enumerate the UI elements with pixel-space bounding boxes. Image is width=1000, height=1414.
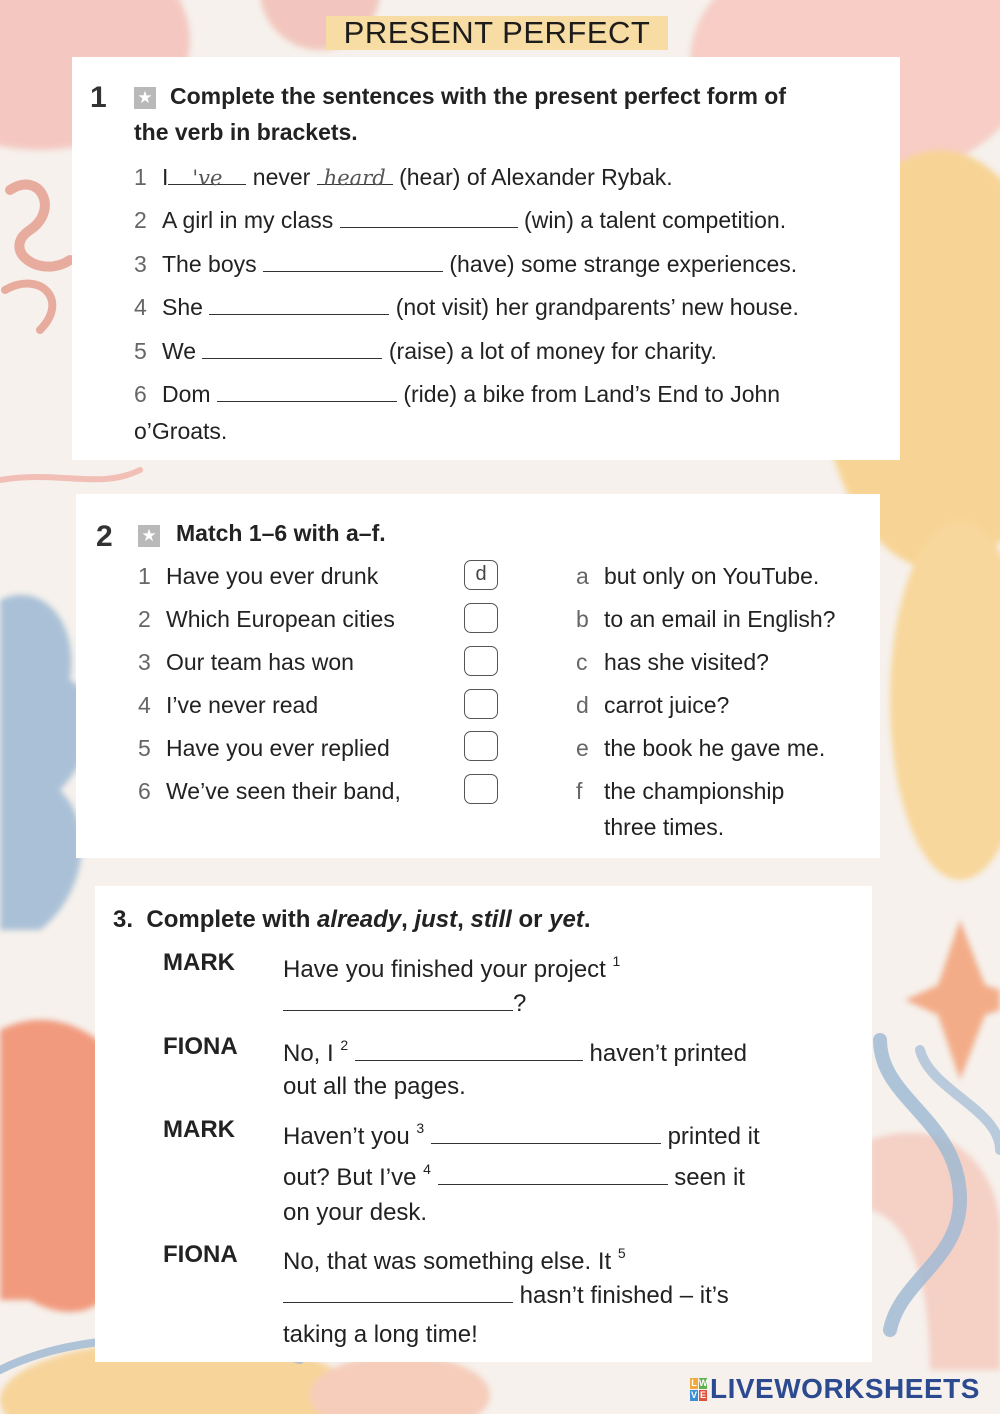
answer-field-4[interactable] — [438, 1162, 668, 1185]
option-f-cont: three times. — [604, 814, 725, 840]
star-icon: ★ — [138, 525, 160, 547]
speaker-fiona: FIONA — [163, 1033, 238, 1060]
sentence-4 — [134, 292, 799, 322]
item-number: 4 — [138, 692, 151, 718]
dialogue-line — [283, 948, 620, 985]
answer-field[interactable] — [263, 249, 443, 272]
answer-box-4[interactable] — [464, 689, 498, 719]
item-text: Have you ever replied — [166, 735, 390, 761]
option-letter: a — [576, 563, 589, 589]
dialogue-line — [283, 1240, 626, 1277]
answer-field[interactable] — [340, 205, 518, 228]
instruction-text: Complete with — [146, 906, 311, 933]
logo-mark-letter: V — [690, 1390, 697, 1400]
logo-mark-letter: E — [699, 1390, 706, 1400]
option-d: carrot juice? — [604, 692, 730, 718]
option-a: but only on YouTube. — [604, 563, 820, 589]
dialogue-text: out? But I’ve — [283, 1164, 417, 1191]
logo-text: LIVEWORKSHEETS — [710, 1373, 980, 1404]
exercise-number: 1 — [90, 81, 107, 114]
match-left-6 — [138, 776, 401, 806]
item-number: 4 — [134, 294, 147, 320]
option-letter: b — [576, 606, 589, 632]
answer-field-3[interactable] — [431, 1121, 661, 1144]
item-number: 3 — [134, 251, 147, 277]
dialogue-text: printed it — [667, 1123, 760, 1150]
punctuation: . — [583, 906, 591, 933]
gap-number: 1 — [612, 953, 621, 969]
page-title: PRESENT PERFECT — [326, 16, 668, 50]
sentence-6-cont: o’Groats. — [134, 418, 228, 444]
item-text: We’ve seen their band, — [166, 778, 401, 804]
word-still: still — [470, 906, 512, 933]
sentence-1 — [134, 162, 673, 192]
item-number: 5 — [138, 735, 151, 761]
dialogue-line — [283, 1156, 745, 1193]
exercise-1-card — [72, 57, 900, 460]
match-left-5 — [138, 733, 390, 763]
word-yet: yet — [549, 906, 584, 933]
item-number: 6 — [138, 778, 151, 804]
sentence-text: Dom — [162, 381, 211, 407]
dialogue-line: out all the pages. — [283, 1073, 466, 1100]
answer-field[interactable] — [217, 379, 397, 402]
exercise-number: 3. — [113, 906, 134, 933]
punctuation: , — [401, 906, 408, 933]
sentence-text: (not visit) her grandparents’ new house. — [395, 294, 799, 320]
logo-mark-letter: W — [699, 1378, 708, 1388]
answer-box-5[interactable] — [464, 731, 498, 761]
dialogue-text: Haven’t you — [283, 1123, 410, 1150]
sentence-6 — [134, 379, 780, 409]
answer-field-2[interactable] — [355, 1038, 583, 1061]
gap-number: 5 — [617, 1245, 626, 1261]
sentence-text: The boys — [162, 251, 257, 277]
punctuation: , — [457, 906, 464, 933]
answer-box-1[interactable]: d — [464, 560, 498, 590]
speaker-mark: MARK — [163, 1116, 235, 1143]
exercise-instruction — [113, 903, 591, 937]
item-number: 2 — [134, 207, 147, 233]
liveworksheets-logo — [690, 1372, 980, 1406]
item-text: Our team has won — [166, 649, 354, 675]
match-left-4 — [138, 690, 318, 720]
match-left-2 — [138, 604, 395, 634]
speaker-mark: MARK — [163, 949, 235, 976]
answer-text: 've — [192, 166, 223, 190]
dialogue-text: No, I — [283, 1040, 334, 1067]
answer-text: heard — [323, 166, 386, 190]
dialogue-line — [283, 988, 526, 1019]
answer-box-3[interactable] — [464, 646, 498, 676]
option-e: the book he gave me. — [604, 735, 826, 761]
item-number: 1 — [134, 164, 147, 190]
speaker-fiona: FIONA — [163, 1241, 238, 1268]
match-left-1 — [138, 561, 378, 591]
match-left-3 — [138, 647, 354, 677]
item-text: I’ve never read — [166, 692, 319, 718]
option-letter: f — [576, 778, 583, 804]
answer-field[interactable] — [317, 162, 393, 190]
exercise-instruction: Match 1–6 with a–f. — [176, 520, 386, 546]
word-already: already — [317, 906, 402, 933]
dialogue-line: taking a long time! — [283, 1321, 478, 1348]
item-text: Which European cities — [166, 606, 395, 632]
sentence-text: never — [252, 164, 311, 190]
option-letter: c — [576, 649, 588, 675]
option-letter: e — [576, 735, 589, 761]
logo-mark-letter: L — [691, 1378, 697, 1388]
dialogue-text: seen it — [674, 1164, 745, 1191]
dialogue-text: Have you finished your project — [283, 956, 606, 983]
sentence-text: A girl in my class — [162, 207, 334, 233]
dialogue-text: No, that was something else. It — [283, 1248, 612, 1275]
gap-number: 4 — [423, 1161, 431, 1177]
exercise-instruction: Complete the sentences with the present perfect form of — [170, 83, 787, 109]
exercise-number: 2 — [96, 520, 113, 553]
dialogue-text: haven’t printed — [589, 1040, 747, 1067]
answer-box-6[interactable] — [464, 774, 498, 804]
sentence-2 — [134, 205, 786, 235]
sentence-3 — [134, 249, 797, 279]
exercise-2-card — [76, 494, 880, 858]
dialogue-line — [283, 1280, 729, 1311]
sentence-text: (hear) of Alexander Rybak. — [399, 164, 673, 190]
option-f: the championship — [604, 778, 785, 804]
sentence-text: (win) a talent competition. — [524, 207, 787, 233]
answer-field-5[interactable] — [283, 1280, 513, 1303]
sentence-5 — [134, 336, 717, 366]
item-number: 6 — [134, 381, 147, 407]
gap-number: 3 — [416, 1120, 425, 1136]
dialogue-text: ? — [513, 990, 527, 1017]
dialogue-line — [283, 1032, 747, 1069]
sentence-text: (ride) a bike from Land’s End to John — [403, 381, 781, 407]
option-b: to an email in English? — [604, 606, 836, 632]
item-number: 1 — [138, 563, 151, 589]
answer-field[interactable] — [168, 162, 246, 190]
answer-box-2[interactable] — [464, 603, 498, 633]
option-c: has she visited? — [604, 649, 769, 675]
dialogue-line: on your desk. — [283, 1199, 428, 1226]
dialogue-text: hasn’t finished – it’s — [519, 1282, 729, 1309]
dialogue-line — [283, 1115, 760, 1152]
sentence-text: (have) some strange experiences. — [449, 251, 798, 277]
exercise-3-card — [95, 886, 872, 1362]
item-number: 2 — [138, 606, 151, 632]
item-number: 3 — [138, 649, 151, 675]
word-just: just — [414, 906, 458, 933]
sentence-text: She — [162, 294, 203, 320]
sentence-text: (raise) a lot of money for charity. — [388, 338, 717, 364]
sentence-text: I — [162, 164, 169, 190]
answer-field[interactable] — [209, 292, 389, 315]
item-text: Have you ever drunk — [166, 563, 379, 589]
star-icon: ★ — [134, 87, 156, 109]
gap-number: 2 — [340, 1037, 349, 1053]
answer-field-1[interactable] — [283, 988, 513, 1011]
answer-field[interactable] — [202, 336, 382, 359]
exercise-instruction-cont: the verb in brackets. — [134, 119, 358, 145]
logo-icon — [690, 1378, 706, 1400]
instruction-text: or — [518, 906, 543, 933]
sentence-text: We — [162, 338, 197, 364]
item-number: 5 — [134, 338, 147, 364]
option-letter: d — [576, 692, 589, 718]
